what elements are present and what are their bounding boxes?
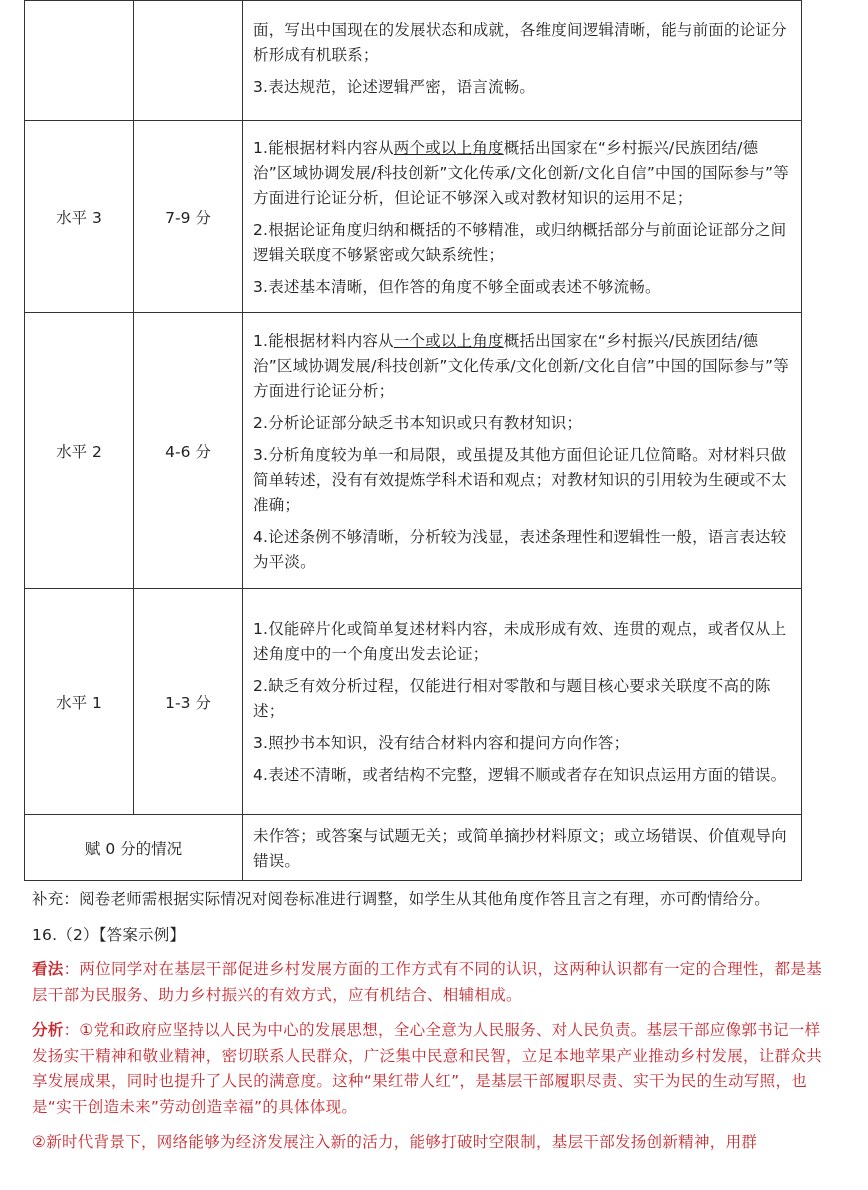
criterion-text: 2.根据论证角度归纳和概括的不够精准，或归纳概括部分与前面论证部分之间逻辑关联度不够紧密或欠缺系统性； — [253, 220, 787, 264]
analysis-paragraph-2: ②新时代背景下，网络能够为经济发展注入新的活力，能够打破时空限制，基层干部发扬创新精神，用群 — [32, 1133, 758, 1151]
criterion-text: 1.能根据材料内容从两个或以上角度概括出国家在“乡村振兴/民族团结/德治”区域协调发展/科技创新”文化传承/文化创新/文化自信”中国的国际参与”等方面进行论证分析，但论证不够深入或对教材知识的运用不足； — [253, 138, 789, 207]
level-cell: 水平 1 — [25, 589, 134, 815]
criterion-text: 未作答；或答案与试题无关；或简单摘抄材料原文；或立场错误、价值观导向错误。 — [253, 826, 787, 870]
score-cell: 7-9 分 — [134, 121, 243, 313]
level-cell: 水平 2 — [25, 313, 134, 589]
table-row — [25, 121, 802, 313]
answer-heading: 16.（2）【答案示例】 — [32, 926, 186, 944]
criteria-cell — [243, 815, 802, 881]
criterion-text: 4.论述条例不够清晰，分析较为浅显，表述条理性和逻辑性一般，语言表达较为平淡。 — [253, 527, 787, 571]
criterion-text: 3.分析角度较为单一和局限，或虽提及其他方面但论证几位简略。对材料只做简单转述，没有有效提炼学科术语和观点；对教材知识的引用较为生硬或不太准确； — [253, 445, 787, 514]
supplement-note: 补充：阅卷老师需根据实际情况对阅卷标准进行调整，如学生从其他角度作答且言之有理，亦可酌情给分。 — [32, 890, 770, 908]
criteria-cell — [243, 313, 802, 589]
analysis-label: 分析 — [32, 1021, 64, 1039]
criterion-text: 3.照抄书本知识，没有结合材料内容和提问方向作答； — [253, 734, 630, 752]
criteria-cell — [243, 1, 802, 121]
zero-score-label: 赋 0 分的情况 — [25, 815, 243, 881]
view-label: 看法 — [32, 960, 64, 978]
table-row — [25, 815, 802, 881]
analysis-paragraph: 分析：①党和政府应坚持以人民为中心的发展思想，全心全意为人民服务、对人民负责。基层干部应像郭书记一样发扬实干精神和敬业精神，密切联系人民群众，广泛集中民意和民智，立足本地苹果产业推动乡村发展，让群众共享发展成果，同时也提升了人民的满意度。这种“果红带人红”，是基层干部履职尽责、实干为民的生动写照，也是“实干创造未来”劳动创造幸福”的具体体现。 — [32, 1021, 823, 1116]
scoring-rubric-table — [24, 0, 802, 881]
criterion-text: 面，写出中国现在的发展状态和成就，各维度间逻辑清晰，能与前面的论证分析形成有机联系； — [253, 20, 787, 64]
criterion-text: 2.分析论证部分缺乏书本知识或只有教材知识； — [253, 413, 583, 432]
level-cell — [25, 1, 134, 121]
view-paragraph: 看法：两位同学对在基层干部促进乡村发展方面的工作方式有不同的认识，这两种认识都有一定的合理性，都是基层干部为民服务、助力乡村振兴的有效方式，应有机结合、相辅相成。 — [32, 960, 823, 1004]
criteria-cell — [243, 589, 802, 815]
criterion-text: 2.缺乏有效分析过程，仅能进行相对零散和与题目核心要求关联度不高的陈述； — [253, 677, 771, 720]
level-cell: 水平 3 — [25, 121, 134, 313]
criterion-text: 4.表述不清晰，或者结构不完整，逻辑不顺或者存在知识点运用方面的错误。 — [253, 766, 787, 784]
table-row — [25, 1, 802, 121]
criterion-text: 1.能根据材料内容从一个或以上角度概括出国家在“乡村振兴/民族团结/德治”区域协调发展/科技创新”文化传承/文化创新/文化自信”中国的国际参与”等方面进行论证分析； — [253, 331, 789, 400]
criterion-text: 1.仅能碎片化或简单复述材料内容，未成形成有效、连贯的观点，或者仅从上述角度中的一个角度出发去论证； — [253, 620, 787, 663]
criteria-cell — [243, 121, 802, 313]
score-cell: 1-3 分 — [134, 589, 243, 815]
score-cell — [134, 1, 243, 121]
criterion-text: 3.表述基本清晰，但作答的角度不够全面或表述不够流畅。 — [253, 277, 661, 296]
score-cell: 4-6 分 — [134, 313, 243, 589]
criterion-text: 3.表达规范，论述逻辑严密，语言流畅。 — [253, 77, 536, 96]
table-row — [25, 589, 802, 815]
table-row — [25, 313, 802, 589]
